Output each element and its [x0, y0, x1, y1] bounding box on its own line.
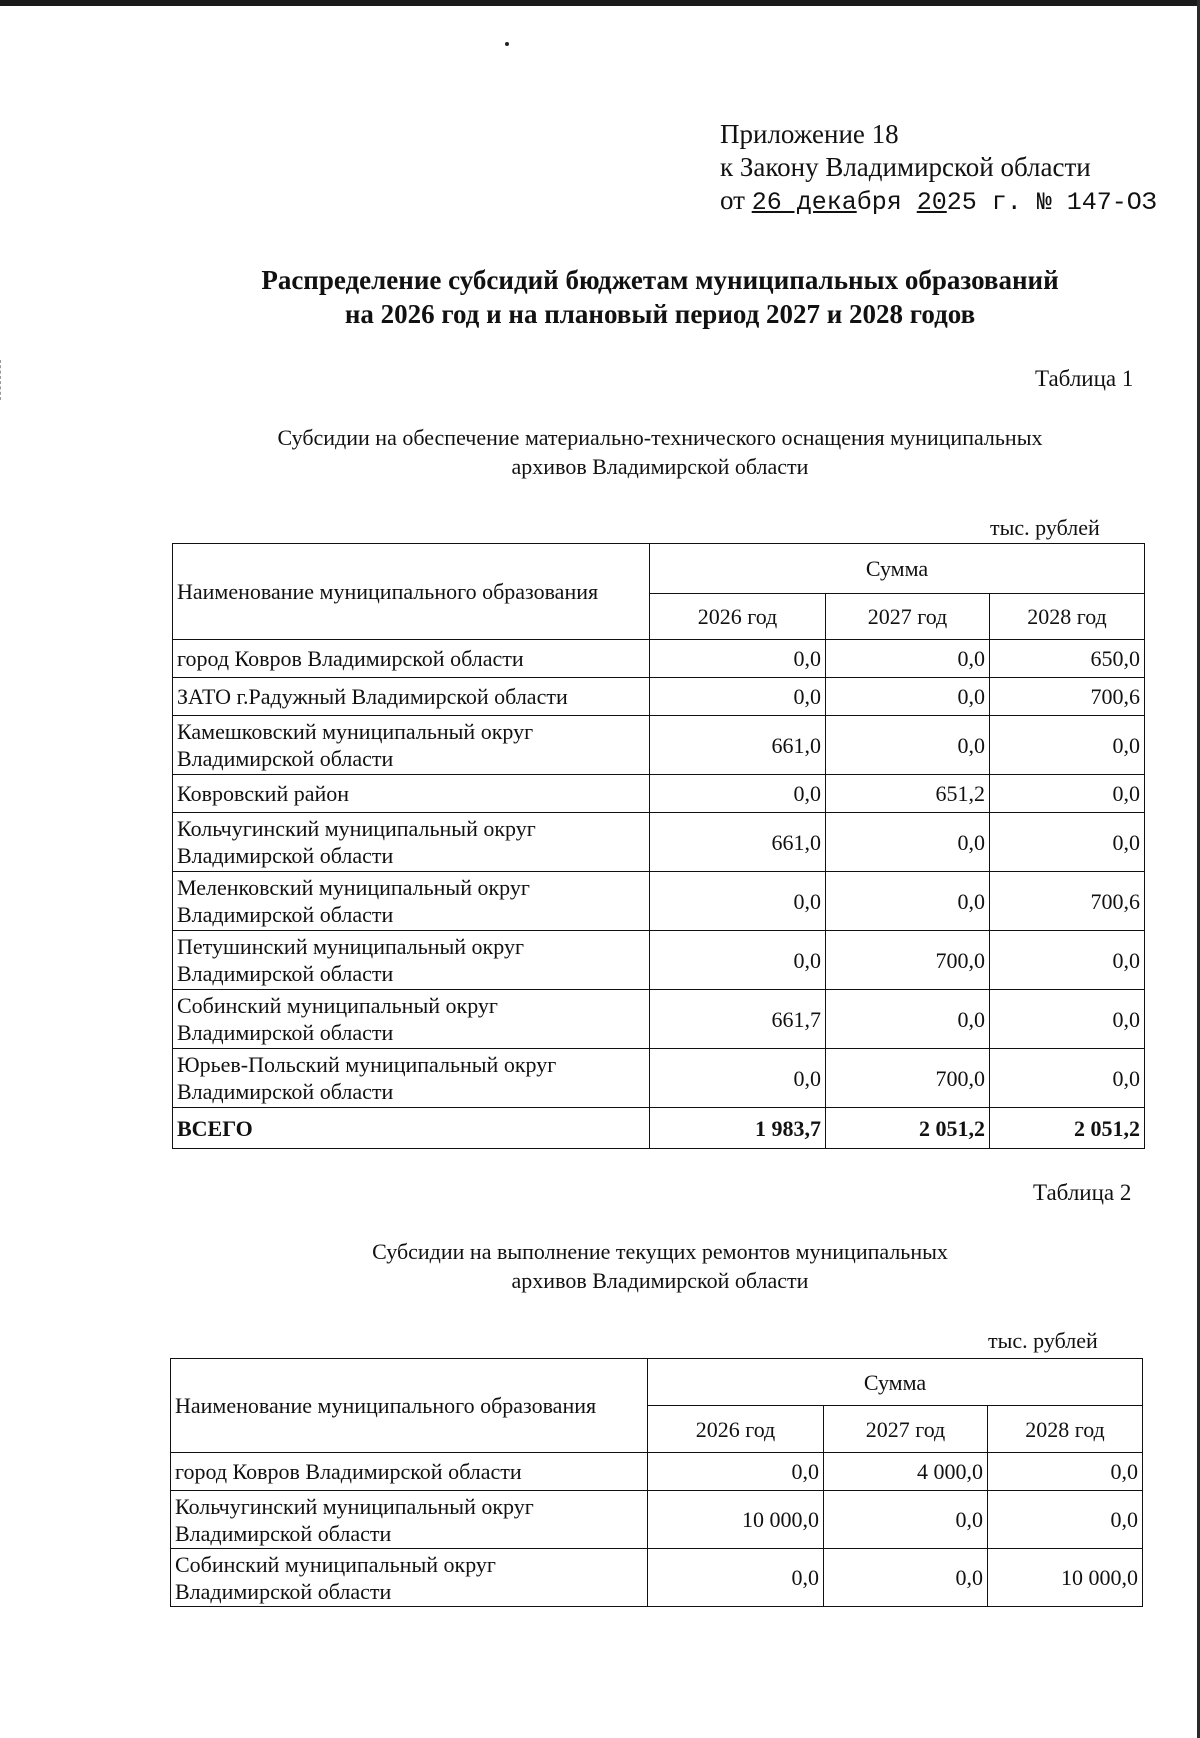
table2-caption	[200, 1237, 1120, 1295]
table-row	[173, 990, 1145, 1049]
amount-cell: 0,0	[824, 1549, 988, 1607]
municipality-name	[173, 872, 650, 931]
appendix-number: Приложение 18	[720, 119, 899, 149]
document-title-line2: на 2026 год и на плановый период 2027 и 2028 годов	[344, 299, 976, 329]
amount-cell: 0,0	[990, 716, 1145, 775]
total-amount-cell: 2 051,2	[990, 1108, 1145, 1149]
municipality-name-line: Владимирской области	[177, 961, 394, 986]
amount-cell: 0,0	[990, 775, 1145, 813]
document-title-line1: Распределение субсидий бюджетам муниципальных образований	[261, 265, 1059, 295]
appendix-date-number	[720, 184, 1157, 219]
table-row	[171, 1453, 1143, 1491]
amount-cell: 700,0	[826, 1049, 990, 1108]
amount-cell: 700,6	[990, 872, 1145, 931]
municipality-name-line: Ковровский район	[177, 781, 350, 806]
table1-header-year: 2027 год	[826, 594, 990, 640]
amount-cell: 0,0	[648, 1549, 824, 1607]
amount-cell: 700,0	[826, 931, 990, 990]
amount-cell: 0,0	[826, 990, 990, 1049]
amount-cell: 0,0	[988, 1491, 1143, 1549]
table1-header-year: 2026 год	[650, 594, 826, 640]
table1-caption-line1: Субсидии на обеспечение материально-технического оснащения муниципальных	[277, 425, 1043, 450]
municipality-name-line: Меленковский муниципальный округ	[177, 875, 530, 900]
total-row	[173, 1108, 1145, 1149]
table1-caption	[200, 423, 1120, 481]
table-row	[173, 813, 1145, 872]
table1-caption-line2: архивов Владимирской области	[511, 454, 809, 479]
appendix-date-number-rest: 25 г. № 147-ОЗ	[946, 188, 1157, 217]
amount-cell: 0,0	[650, 1049, 826, 1108]
amount-cell: 4 000,0	[824, 1453, 988, 1491]
municipality-name	[173, 1049, 650, 1108]
municipality-name-line: город Ковров Владимирской области	[177, 646, 524, 671]
amount-cell: 0,0	[988, 1453, 1143, 1491]
appendix-date-month: бря	[856, 188, 917, 217]
municipality-name	[173, 678, 650, 716]
amount-cell: 650,0	[990, 640, 1145, 678]
amount-cell: 0,0	[990, 990, 1145, 1049]
amount-cell: 0,0	[826, 716, 990, 775]
table2-units: тыс. рублей	[988, 1328, 1098, 1353]
amount-cell: 10 000,0	[988, 1549, 1143, 1607]
municipality-name-line: Владимирской области	[177, 1020, 394, 1045]
amount-cell: 0,0	[650, 775, 826, 813]
amount-cell: 0,0	[650, 678, 826, 716]
table-row	[173, 775, 1145, 813]
total-label: ВСЕГО	[173, 1108, 650, 1149]
table2-header-sum: Сумма	[648, 1359, 1143, 1406]
municipality-name-line: Владимирской области	[177, 902, 394, 927]
table-row	[173, 640, 1145, 678]
municipality-name-line: ЗАТО г.Радужный Владимирской области	[177, 684, 568, 709]
municipality-name-line: Владимирской области	[175, 1578, 392, 1604]
municipality-name-line: Собинский муниципальный округ	[177, 993, 498, 1018]
municipality-name-line: Камешковский муниципальный округ	[177, 719, 534, 744]
table1-units: тыс. рублей	[990, 515, 1100, 540]
table2-header-name: Наименование муниципального образования	[171, 1359, 648, 1453]
table1-label: Таблица 1	[1035, 366, 1134, 391]
scan-border-top	[0, 0, 1200, 6]
municipality-name	[173, 640, 650, 678]
table-row	[173, 678, 1145, 716]
table-row	[171, 1491, 1143, 1549]
amount-cell: 661,0	[650, 716, 826, 775]
amount-cell: 0,0	[650, 931, 826, 990]
municipality-name-line: Владимирской области	[177, 746, 394, 771]
municipality-name	[171, 1491, 648, 1549]
amount-cell: 0,0	[650, 872, 826, 931]
scan-speck	[505, 42, 509, 46]
amount-cell: 0,0	[826, 678, 990, 716]
table1-header-year: 2028 год	[990, 594, 1145, 640]
municipality-name-line: город Ковров Владимирской области	[175, 1459, 522, 1484]
table2-caption-line2: архивов Владимирской области	[511, 1268, 809, 1293]
table2-caption-line1: Субсидии на выполнение текущих ремонтов муниципальных	[372, 1239, 948, 1264]
appendix-date-year: 20	[916, 188, 947, 217]
amount-cell: 0,0	[826, 813, 990, 872]
table1	[172, 543, 1145, 1149]
appendix-date-day: 26 дека	[751, 188, 857, 217]
municipality-name	[173, 716, 650, 775]
amount-cell: 0,0	[990, 931, 1145, 990]
document-title	[160, 263, 1160, 331]
table-row	[173, 1049, 1145, 1108]
table-row	[171, 1549, 1143, 1607]
municipality-name	[173, 775, 650, 813]
total-amount-cell: 2 051,2	[826, 1108, 990, 1149]
table2-header-year: 2026 год	[648, 1406, 824, 1453]
appendix-law: к Закону Владимирской области	[720, 152, 1091, 182]
amount-cell: 0,0	[826, 640, 990, 678]
municipality-name	[173, 931, 650, 990]
scan-margin-marks	[0, 360, 4, 400]
appendix-date-prefix: от	[720, 185, 752, 215]
appendix-block	[720, 118, 1157, 219]
municipality-name-line: Владимирской области	[177, 1079, 394, 1104]
table-row	[173, 716, 1145, 775]
amount-cell: 10 000,0	[648, 1491, 824, 1549]
amount-cell: 661,7	[650, 990, 826, 1049]
municipality-name-line: Юрьев-Польский муниципальный округ	[177, 1052, 557, 1077]
table2	[170, 1358, 1143, 1607]
amount-cell: 700,6	[990, 678, 1145, 716]
amount-cell: 0,0	[990, 813, 1145, 872]
municipality-name-line: Кольчугинский муниципальный округ	[177, 816, 536, 841]
municipality-name-line: Владимирской области	[175, 1520, 392, 1546]
amount-cell: 0,0	[650, 640, 826, 678]
municipality-name	[173, 813, 650, 872]
table1-header-name: Наименование муниципального образования	[173, 544, 650, 640]
municipality-name-line: Петушинский муниципальный округ	[177, 934, 524, 959]
municipality-name-line: Собинский муниципальный округ	[175, 1551, 496, 1577]
table-row	[173, 931, 1145, 990]
municipality-name-line: Владимирской области	[177, 843, 394, 868]
total-amount-cell: 1 983,7	[650, 1108, 826, 1149]
amount-cell: 0,0	[648, 1453, 824, 1491]
table-row	[173, 872, 1145, 931]
municipality-name	[171, 1549, 648, 1607]
amount-cell: 0,0	[826, 872, 990, 931]
table1-header-sum: Сумма	[650, 544, 1145, 594]
amount-cell: 0,0	[824, 1491, 988, 1549]
amount-cell: 661,0	[650, 813, 826, 872]
amount-cell: 651,2	[826, 775, 990, 813]
municipality-name	[171, 1453, 648, 1491]
municipality-name-line: Кольчугинский муниципальный округ	[175, 1493, 534, 1519]
municipality-name	[173, 990, 650, 1049]
amount-cell: 0,0	[990, 1049, 1145, 1108]
table2-header-year: 2027 год	[824, 1406, 988, 1453]
table2-label: Таблица 2	[1033, 1180, 1132, 1205]
table2-header-year: 2028 год	[988, 1406, 1143, 1453]
